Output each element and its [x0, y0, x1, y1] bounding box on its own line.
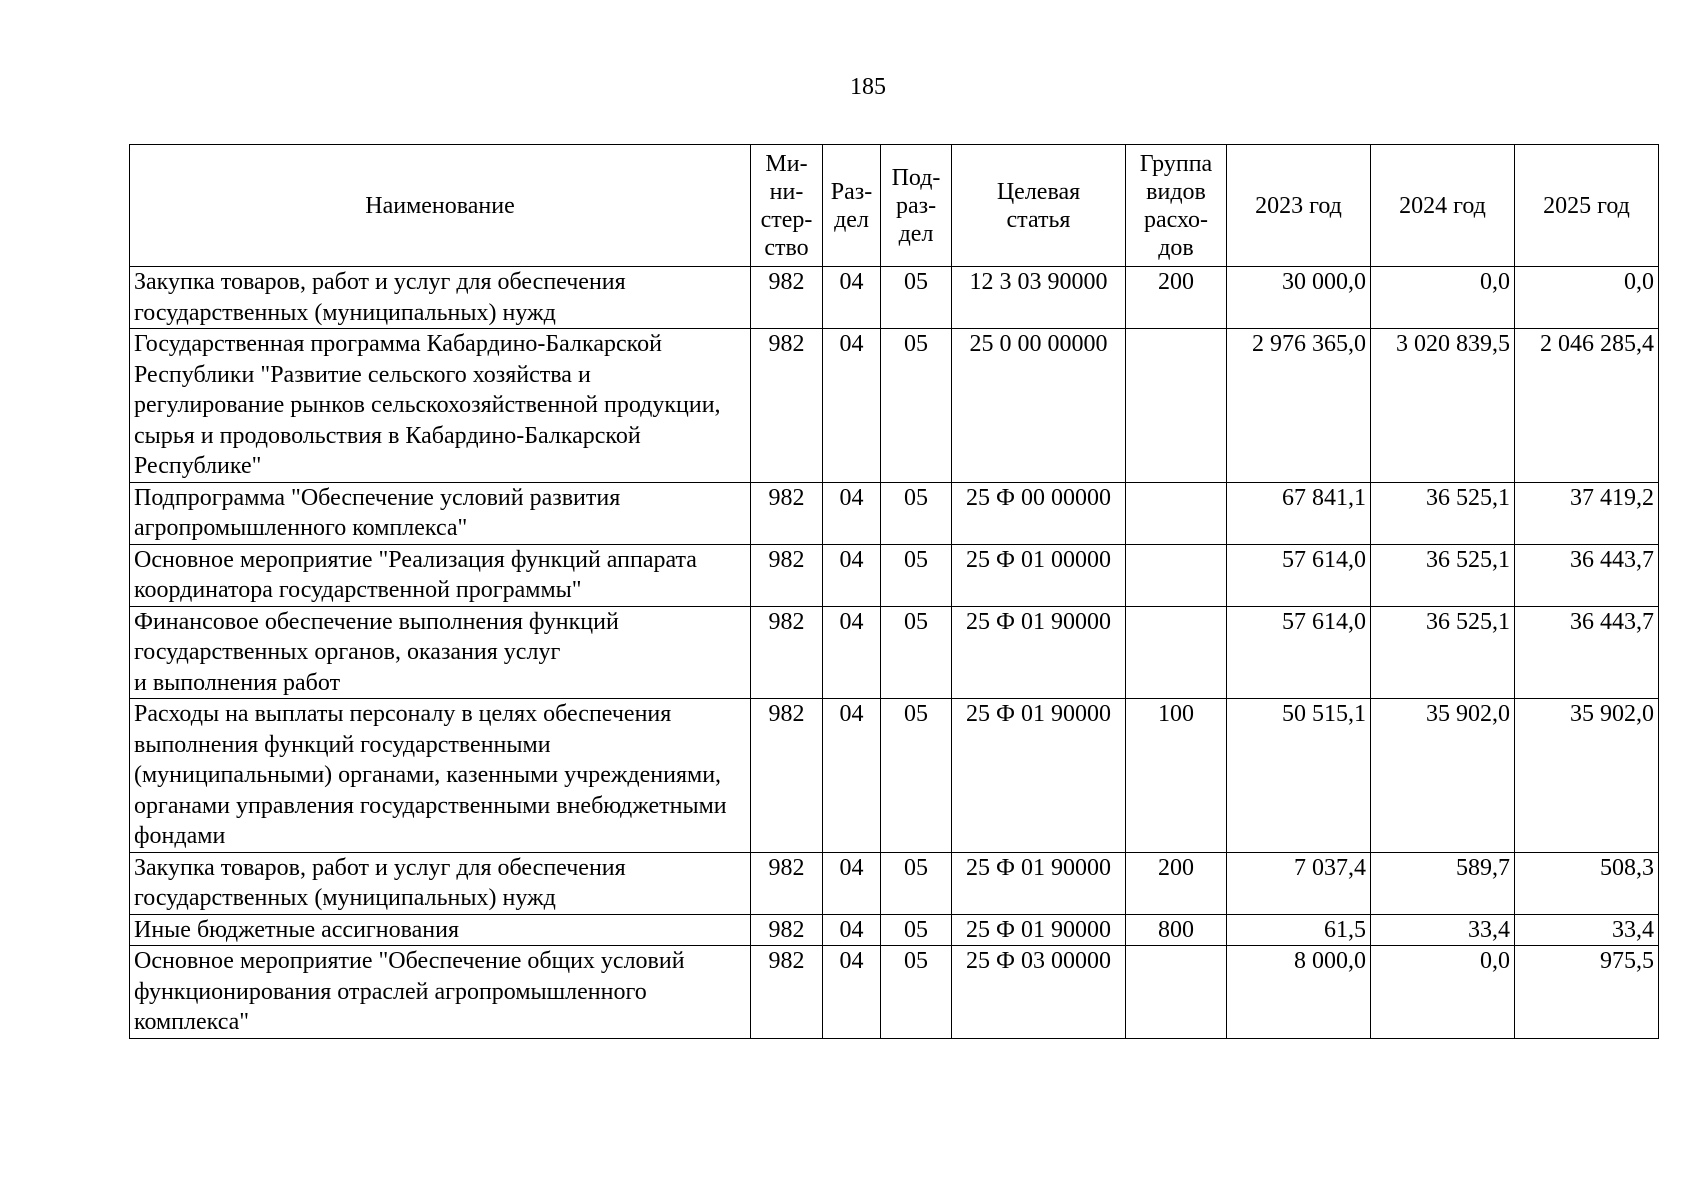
- cell-2025: 33,4: [1515, 914, 1659, 946]
- cell-2024: 35 902,0: [1371, 699, 1515, 853]
- cell-target: 25 0 00 00000: [952, 329, 1126, 483]
- cell-2023: 50 515,1: [1227, 699, 1371, 853]
- cell-subsection: 05: [881, 267, 952, 329]
- cell-target: 25 Ф 00 00000: [952, 482, 1126, 544]
- table-row: [130, 852, 1659, 914]
- cell-name: Закупка товаров, работ и услуг для обеспечения государственных (муниципальных) нужд: [130, 267, 751, 329]
- cell-2024: 36 525,1: [1371, 544, 1515, 606]
- cell-name: Подпрограмма "Обеспечение условий развития агропромышленного комплекса": [130, 482, 751, 544]
- cell-group: 200: [1126, 852, 1227, 914]
- cell-2023: 57 614,0: [1227, 606, 1371, 699]
- cell-ministry: 982: [751, 606, 823, 699]
- cell-2024: 0,0: [1371, 267, 1515, 329]
- header-target: Целевая статья: [952, 145, 1126, 267]
- cell-name: Закупка товаров, работ и услуг для обеспечения государственных (муниципальных) нужд: [130, 852, 751, 914]
- cell-2023: 57 614,0: [1227, 544, 1371, 606]
- header-row: [130, 145, 1659, 267]
- cell-ministry: 982: [751, 267, 823, 329]
- cell-2025: 35 902,0: [1515, 699, 1659, 853]
- table-row: [130, 914, 1659, 946]
- cell-subsection: 05: [881, 482, 952, 544]
- cell-section: 04: [823, 606, 881, 699]
- cell-subsection: 05: [881, 852, 952, 914]
- cell-subsection: 05: [881, 606, 952, 699]
- cell-subsection: 05: [881, 946, 952, 1039]
- cell-name: Основное мероприятие "Обеспечение общих условий функционирования отраслей агропромышленного комплекса": [130, 946, 751, 1039]
- cell-ministry: 982: [751, 482, 823, 544]
- header-2025: 2025 год: [1515, 145, 1659, 267]
- cell-2024: 589,7: [1371, 852, 1515, 914]
- cell-2023: 61,5: [1227, 914, 1371, 946]
- cell-section: 04: [823, 946, 881, 1039]
- header-subsection: Под- раз- дел: [881, 145, 952, 267]
- cell-2025: 2 046 285,4: [1515, 329, 1659, 483]
- cell-section: 04: [823, 267, 881, 329]
- cell-2025: 37 419,2: [1515, 482, 1659, 544]
- table-row: [130, 482, 1659, 544]
- cell-name: Основное мероприятие "Реализация функций аппарата координатора государственной программы": [130, 544, 751, 606]
- cell-2023: 2 976 365,0: [1227, 329, 1371, 483]
- cell-name: Финансовое обеспечение выполнения функций государственных органов, оказания услуг и выполнения работ: [130, 606, 751, 699]
- table-row: [130, 267, 1659, 329]
- cell-2024: 33,4: [1371, 914, 1515, 946]
- cell-subsection: 05: [881, 699, 952, 853]
- cell-2025: 36 443,7: [1515, 544, 1659, 606]
- cell-group: [1126, 544, 1227, 606]
- cell-ministry: 982: [751, 946, 823, 1039]
- cell-section: 04: [823, 482, 881, 544]
- cell-group: 800: [1126, 914, 1227, 946]
- cell-group: 200: [1126, 267, 1227, 329]
- cell-section: 04: [823, 914, 881, 946]
- cell-section: 04: [823, 699, 881, 853]
- cell-ministry: 982: [751, 914, 823, 946]
- cell-2024: 0,0: [1371, 946, 1515, 1039]
- cell-group: [1126, 482, 1227, 544]
- cell-subsection: 05: [881, 329, 952, 483]
- cell-name: Государственная программа Кабардино-Балкарской Республики "Развитие сельского хозяйства и регулирование рынков сельскохозяйственной продукции, сырья и продовольствия в Кабардино-Балкарской Республике": [130, 329, 751, 483]
- header-2023: 2023 год: [1227, 145, 1371, 267]
- header-section: Раз- дел: [823, 145, 881, 267]
- header-2024: 2024 год: [1371, 145, 1515, 267]
- cell-2024: 36 525,1: [1371, 482, 1515, 544]
- cell-subsection: 05: [881, 544, 952, 606]
- cell-ministry: 982: [751, 329, 823, 483]
- table-row: [130, 544, 1659, 606]
- header-name: Наименование: [130, 145, 751, 267]
- header-ministry: Ми- ни- стер- ство: [751, 145, 823, 267]
- cell-ministry: 982: [751, 699, 823, 853]
- cell-section: 04: [823, 329, 881, 483]
- cell-target: 25 Ф 01 00000: [952, 544, 1126, 606]
- cell-2024: 3 020 839,5: [1371, 329, 1515, 483]
- table-row: [130, 606, 1659, 699]
- budget-table: [129, 144, 1659, 1039]
- cell-2023: 7 037,4: [1227, 852, 1371, 914]
- cell-subsection: 05: [881, 914, 952, 946]
- page-number: 185: [850, 74, 886, 100]
- cell-target: 25 Ф 01 90000: [952, 699, 1126, 853]
- cell-target: 25 Ф 01 90000: [952, 852, 1126, 914]
- cell-group: 100: [1126, 699, 1227, 853]
- cell-section: 04: [823, 852, 881, 914]
- cell-target: 25 Ф 01 90000: [952, 914, 1126, 946]
- table-row: [130, 699, 1659, 853]
- header-group: Группа видов расхо- дов: [1126, 145, 1227, 267]
- cell-name: Расходы на выплаты персоналу в целях обеспечения выполнения функций государственными (муниципальными) органами, казенными учреждениями, органами управления государственными внебюджетными фондами: [130, 699, 751, 853]
- cell-section: 04: [823, 544, 881, 606]
- cell-2023: 67 841,1: [1227, 482, 1371, 544]
- cell-2025: 0,0: [1515, 267, 1659, 329]
- cell-group: [1126, 606, 1227, 699]
- cell-group: [1126, 329, 1227, 483]
- table-row: [130, 946, 1659, 1039]
- cell-target: 25 Ф 01 90000: [952, 606, 1126, 699]
- cell-target: 12 3 03 90000: [952, 267, 1126, 329]
- cell-group: [1126, 946, 1227, 1039]
- cell-ministry: 982: [751, 852, 823, 914]
- cell-ministry: 982: [751, 544, 823, 606]
- cell-2025: 508,3: [1515, 852, 1659, 914]
- cell-target: 25 Ф 03 00000: [952, 946, 1126, 1039]
- table-row: [130, 329, 1659, 483]
- cell-2025: 36 443,7: [1515, 606, 1659, 699]
- cell-2023: 8 000,0: [1227, 946, 1371, 1039]
- cell-name: Иные бюджетные ассигнования: [130, 914, 751, 946]
- cell-2023: 30 000,0: [1227, 267, 1371, 329]
- cell-2025: 975,5: [1515, 946, 1659, 1039]
- cell-2024: 36 525,1: [1371, 606, 1515, 699]
